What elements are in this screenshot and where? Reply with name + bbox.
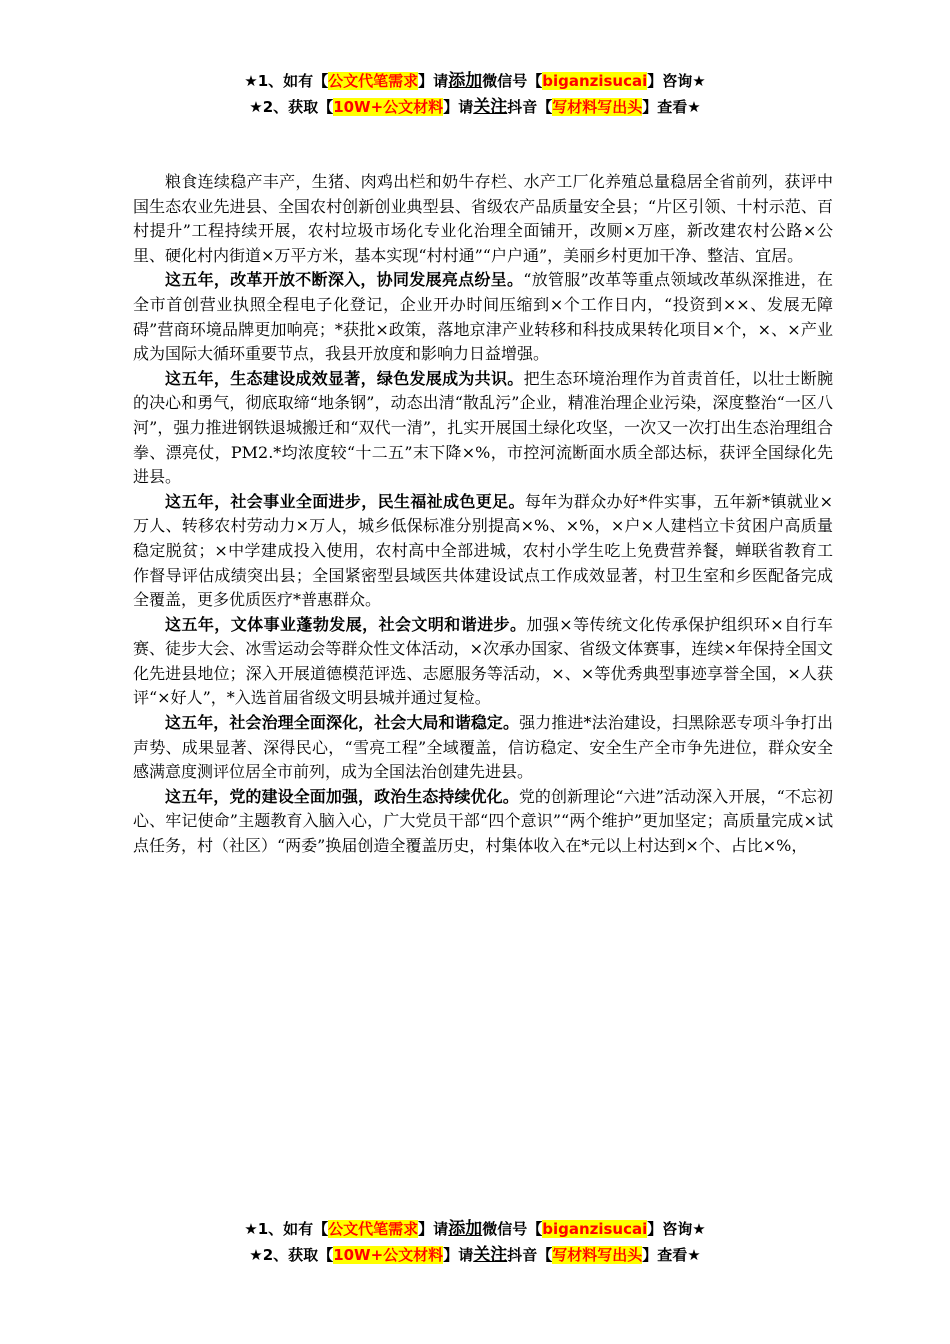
banner-line-2: ★2、获取【10W+公文材料】请关注抖音【写材料写出头】查看★ (249, 97, 701, 117)
highlight-writing-service: 公文代笔需求 (328, 1220, 419, 1238)
banner-line-1: ★1、如有【公文代笔需求】请添加微信号【biganzisucai】咨询★ (244, 71, 706, 91)
paragraph: 这五年，社会事业全面进步，民生福祉成色更足。每年为群众办好*件实事，五年新*镇就业×万人、转移农村劳动力×万人，城乡低保标准分别提高×%、×%，×户×人建档立卡贫困户高质量稳定脱贫；×中学建成投入使用，农村高中全部进城，农村小学生吃上免费营养餐，蝉联省教育工作督导评估成绩突出县；全国紧密型县域医共体建设试点工作成效显著，村卫生室和乡医配备完成全覆盖，更多优质医疗*普惠群众。 (133, 491, 833, 610)
paragraph: 这五年，改革开放不断深入，协同发展亮点纷呈。“放管服”改革等重点领域改革纵深推进，在全市首创营业执照全程电子化登记，企业开办时间压缩到×个工作日内，“投资到××、发展无障碍”营商环境品牌更加响亮；*获批×政策，落地京津产业转移和科技成果转化项目×个，×、×产业成为国际大循环重要节点，我县开放度和影响力日益增强。 (133, 270, 833, 364)
highlight-douyin-account: 写材料写出头 (552, 1246, 643, 1264)
highlight-wechat-id: biganzisucai (542, 72, 648, 90)
emphasis-follow: 关注 (473, 97, 508, 117)
paragraph-lead: 这五年，生态建设成效显著，绿色发展成为共识。 (165, 368, 524, 388)
banner-line-1: ★1、如有【公文代笔需求】请添加微信号【biganzisucai】咨询★ (244, 1219, 706, 1239)
paragraph: 粮食连续稳产丰产，生猪、肉鸡出栏和奶牛存栏、水产工厂化养殖总量稳居全省前列，获评中国生态农业先进县、全国农村创新创业典型县、省级农产品质量安全县；“片区引领、十村示范、百村提升”工程持续开展，农村垃圾市场化专业化治理全面铺开，改厕×万座，新改建农村公路×公里、硬化村内街道×万平方米，基本实现“村村通”“户户通”，美丽乡村更加干净、整洁、宜居。 (133, 172, 833, 265)
paragraph-lead: 这五年，文体事业蓬勃发展，社会文明和谐进步。 (165, 614, 527, 634)
highlight-materials: 10W+公文材料 (333, 98, 444, 116)
paragraph-lead: 这五年，社会事业全面进步，民生福祉成色更足。 (165, 491, 525, 511)
highlight-writing-service: 公文代笔需求 (328, 72, 419, 90)
banner-line-2: ★2、获取【10W+公文材料】请关注抖音【写材料写出头】查看★ (249, 1245, 701, 1265)
header-banner (0, 68, 950, 120)
paragraph: 这五年，党的建设全面加强，政治生态持续优化。党的创新理论“六进”活动深入开展，“不忘初心、牢记使命”主题教育入脑入心，广大党员干部“四个意识”“两个维护”更加坚定；高质量完成×试点任务，村（社区）“两委”换届创造全覆盖历史，村集体收入在*元以上村达到×个、占比×%， (133, 786, 833, 856)
document-body (133, 170, 833, 859)
paragraph-lead: 这五年，党的建设全面加强，政治生态持续优化。 (165, 786, 519, 806)
highlight-douyin-account: 写材料写出头 (552, 98, 643, 116)
paragraph-lead: 这五年，改革开放不断深入，协同发展亮点纷呈。 (165, 270, 524, 290)
footer-banner (0, 1216, 950, 1268)
paragraph-lead: 这五年，社会治理全面深化，社会大局和谐稳定。 (165, 713, 520, 733)
paragraph: 这五年，社会治理全面深化，社会大局和谐稳定。强力推进*法治建设，扫黑除恶专项斗争打出声势、成果显著、深得民心，“雪亮工程”全域覆盖，信访稳定、安全生产全市争先进位，群众安全感满意度测评位居全市前列，成为全国法治创建先进县。 (133, 713, 833, 782)
paragraph: 这五年，生态建设成效显著，绿色发展成为共识。把生态环境治理作为首责首任，以壮士断腕的决心和勇气，彻底取缔“地条钢”，动态出清“散乱污”企业，精准治理企业污染，深度整治“一区八河”，强力推进钢铁退城搬迁和“双代一清”，扎实开展国土绿化攻坚，一次又一次打出生态治理组合拳、漂亮仗，PM2.*均浓度较“十二五”末下降×%，市控河流断面水质全部达标，获评全国绿化先进县。 (133, 368, 833, 487)
highlight-materials: 10W+公文材料 (333, 1246, 444, 1264)
highlight-wechat-id: biganzisucai (542, 1220, 648, 1238)
emphasis-add: 添加 (448, 1219, 483, 1239)
paragraph: 这五年，文体事业蓬勃发展，社会文明和谐进步。加强×等传统文化传承保护组织环×自行车赛、徒步大会、冰雪运动会等群众性文体活动，×次承办国家、省级文体赛事，连续×年保持全国文化先进县地位；深入开展道德模范评选、志愿服务等活动，×、×等优秀典型事迹享誉全国，×人获评“×好人”，*入选首届省级文明县城并通过复检。 (133, 614, 833, 708)
emphasis-follow: 关注 (473, 1245, 508, 1265)
emphasis-add: 添加 (448, 71, 483, 91)
